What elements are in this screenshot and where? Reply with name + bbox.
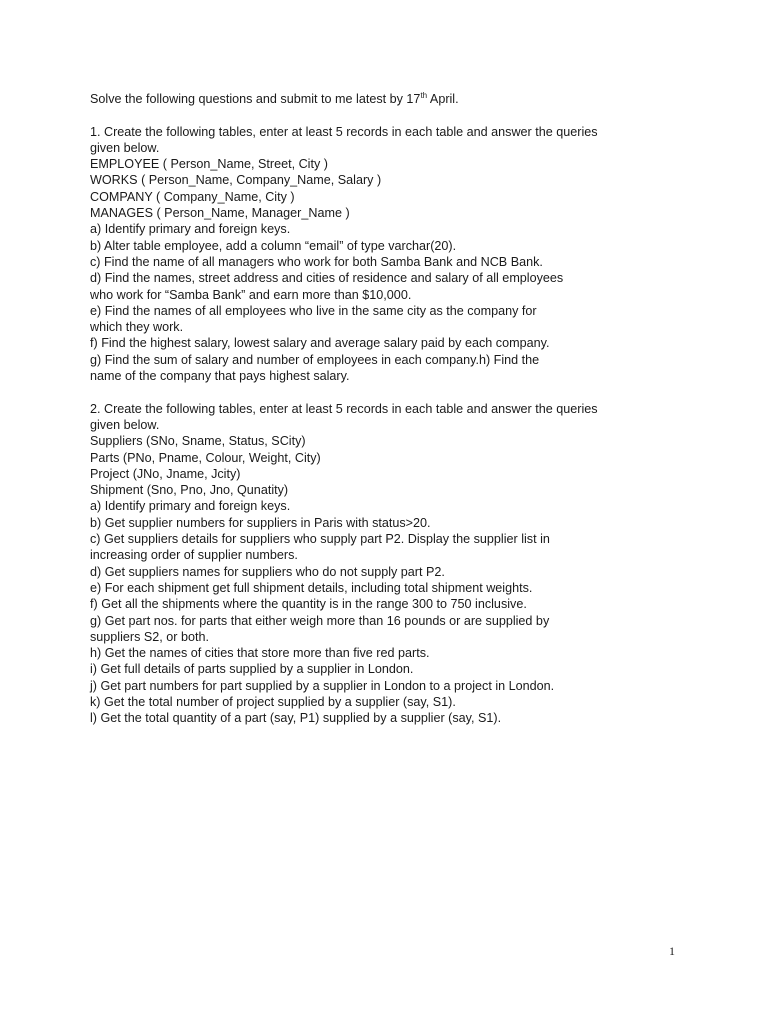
- query-item: h) Get the names of cities that store more than five red parts.: [90, 646, 430, 661]
- query-item: l) Get the total quantity of a part (say, P1) supplied by a supplier (say, S1).: [90, 711, 502, 726]
- query-item: suppliers S2, or both.: [90, 629, 210, 644]
- query-item: g) Find the sum of salary and number of employees in each company.h) Find the: [90, 352, 540, 367]
- query-item: c) Get suppliers details for suppliers who supply part P2. Display the supplier list in: [90, 532, 550, 547]
- query-item: which they work.: [90, 320, 184, 335]
- intro-text: Solve the following questions and submit to me latest by 17: [90, 92, 421, 106]
- query-item: a) Identify primary and foreign keys.: [90, 222, 291, 237]
- query-item: who work for “Samba Bank” and earn more than $10,000.: [90, 287, 412, 302]
- spacer: [90, 384, 690, 400]
- table-definition: WORKS ( Person_Name, Company_Name, Salary ): [90, 173, 382, 188]
- question-line: 1. Create the following tables, enter at least 5 records in each table and answer the queries: [90, 124, 598, 139]
- intro-line: [90, 91, 690, 107]
- document-body: [90, 91, 690, 727]
- date-ordinal-suffix: th: [420, 91, 428, 100]
- query-item: increasing order of supplier numbers.: [90, 548, 298, 563]
- table-definition: MANAGES ( Person_Name, Manager_Name ): [90, 206, 350, 221]
- query-item: name of the company that pays highest salary.: [90, 369, 350, 384]
- table-definition: Project (JNo, Jname, Jcity): [90, 466, 241, 481]
- query-item: f) Find the highest salary, lowest salary and average salary paid by each company.: [90, 336, 550, 351]
- table-definition: EMPLOYEE ( Person_Name, Street, City ): [90, 157, 328, 172]
- query-item: j) Get part numbers for part supplied by a supplier in London to a project in London.: [90, 678, 555, 693]
- query-item: d) Find the names, street address and cities of residence and salary of all employees: [90, 271, 564, 286]
- question-line: given below.: [90, 140, 160, 155]
- question-1: [90, 124, 690, 385]
- query-item: e) Find the names of all employees who live in the same city as the company for: [90, 303, 537, 318]
- query-item: a) Identify primary and foreign keys.: [90, 499, 291, 514]
- table-definition: COMPANY ( Company_Name, City ): [90, 189, 295, 204]
- query-item: f) Get all the shipments where the quantity is in the range 300 to 750 inclusive.: [90, 597, 527, 612]
- spacer: [90, 107, 690, 123]
- question-line: given below.: [90, 417, 160, 432]
- page-number: 1: [669, 944, 675, 958]
- query-item: b) Alter table employee, add a column “email” of type varchar(20).: [90, 238, 457, 253]
- query-item: k) Get the total number of project supplied by a supplier (say, S1).: [90, 694, 456, 709]
- table-definition: Parts (PNo, Pname, Colour, Weight, City): [90, 450, 321, 465]
- question-line: 2. Create the following tables, enter at least 5 records in each table and answer the queries: [90, 401, 598, 416]
- query-item: c) Find the name of all managers who work for both Samba Bank and NCB Bank.: [90, 254, 543, 269]
- query-item: e) For each shipment get full shipment details, including total shipment weights.: [90, 580, 533, 595]
- query-item: d) Get suppliers names for suppliers who do not supply part P2.: [90, 564, 445, 579]
- question-2: [90, 401, 690, 727]
- table-definition: Shipment (Sno, Pno, Jno, Qunatity): [90, 483, 289, 498]
- table-definition: Suppliers (SNo, Sname, Status, SCity): [90, 434, 306, 449]
- query-item: i) Get full details of parts supplied by a supplier in London.: [90, 662, 414, 677]
- query-item: b) Get supplier numbers for suppliers in Paris with status>20.: [90, 515, 431, 530]
- query-item: g) Get part nos. for parts that either weigh more than 16 pounds or are supplied by: [90, 613, 550, 628]
- intro-text-end: April.: [427, 92, 459, 106]
